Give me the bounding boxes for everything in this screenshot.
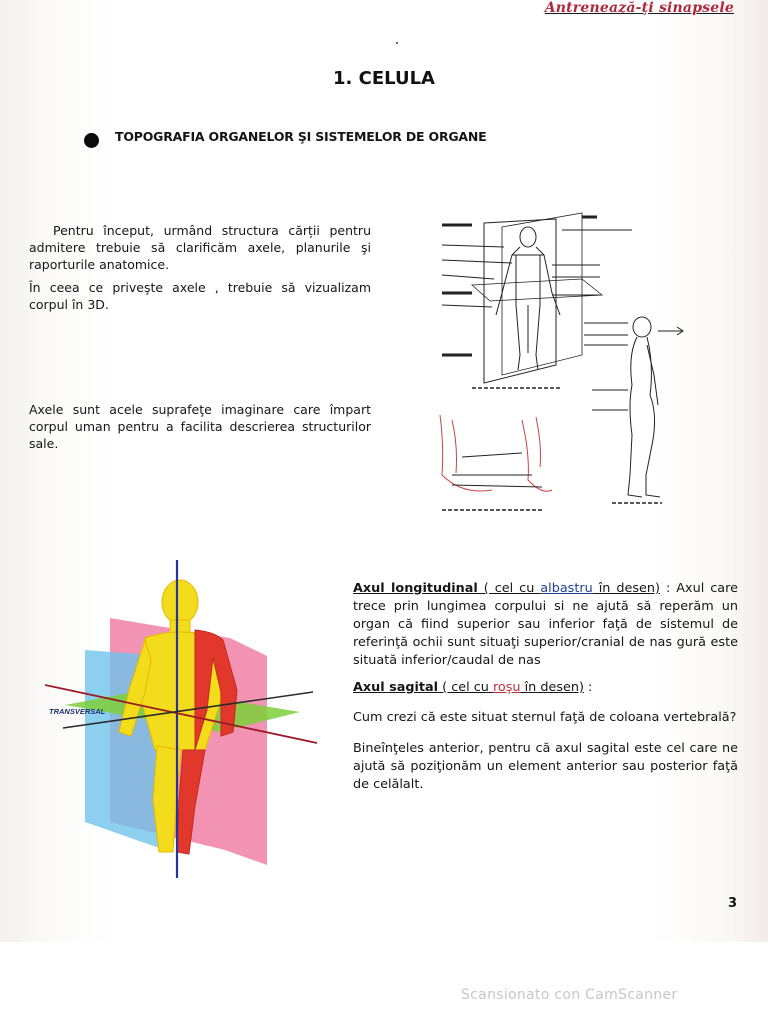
body-axes-figure — [45, 560, 325, 880]
intro-paragraph-3: Axele sunt acele suprafeţe imaginare care împart corpul uman pentru a facilita descrierea structurilor sale. — [29, 402, 371, 451]
scanner-watermark: Scansionato con CamScanner — [461, 987, 678, 1003]
sagital-axis-paragraph — [353, 679, 738, 697]
sagital-axis-title: Axul sagital — [353, 680, 439, 695]
sagital-paren-close: în desen) — [520, 680, 584, 695]
question-paragraph: Cum crezi că este situat sternul faţă de coloana vertebrală? — [353, 710, 737, 725]
page-margin — [0, 942, 768, 1024]
bullet-icon — [84, 133, 99, 148]
page-number: 3 — [728, 896, 738, 911]
longitudinal-paren-open: ( cel cu — [477, 581, 541, 596]
scan-speck — [396, 42, 398, 44]
longitudinal-color-word: albastru — [540, 581, 593, 596]
sagital-paren-open: ( cel cu — [438, 680, 493, 695]
chapter-title: 1. CELULA — [333, 68, 435, 89]
longitudinal-axis-title: Axul longitudinal — [353, 581, 478, 596]
longitudinal-axis-paragraph — [353, 580, 738, 670]
intro-paragraph-2: În ceea ce priveşte axele , trebuie să vizualizam corpul în 3D. — [29, 280, 371, 312]
transverse-plane — [472, 279, 602, 301]
section-heading: TOPOGRAFIA ORGANELOR ŞI SISTEMELOR DE ORGANE — [115, 129, 487, 144]
intro-paragraph-1: Pentru început, urmând structura cărții pentru admitere trebuie să clarificăm axele, planurile şi raporturile anatomice. — [29, 223, 371, 272]
answer-paragraph: Bineînţeles anterior, pentru că axul sagital este cel care ne ajută să poziţionăm un element anterior sau posterior faţă de celălalt. — [353, 741, 738, 792]
transversal-label: TRANSVERSAL — [49, 707, 106, 716]
longitudinal-axis-text: : Axul care trece prin lungimea corpului si ne ajută să reperăm un organ că fiind superior sau inferior faţă de sistemul de referinţă ochii sunt situaţi superior/cranial de nas gură este situată inferior/caudal de nas — [353, 581, 738, 668]
anatomical-planes-figure — [432, 205, 702, 515]
longitudinal-paren-close: în desen) — [592, 581, 660, 596]
running-header: Antrenează-ți sinapsele — [544, 0, 734, 16]
sagittal-plane — [502, 213, 582, 375]
sagital-axis-text: : — [583, 680, 593, 695]
sagital-color-word: roşu — [492, 680, 521, 695]
